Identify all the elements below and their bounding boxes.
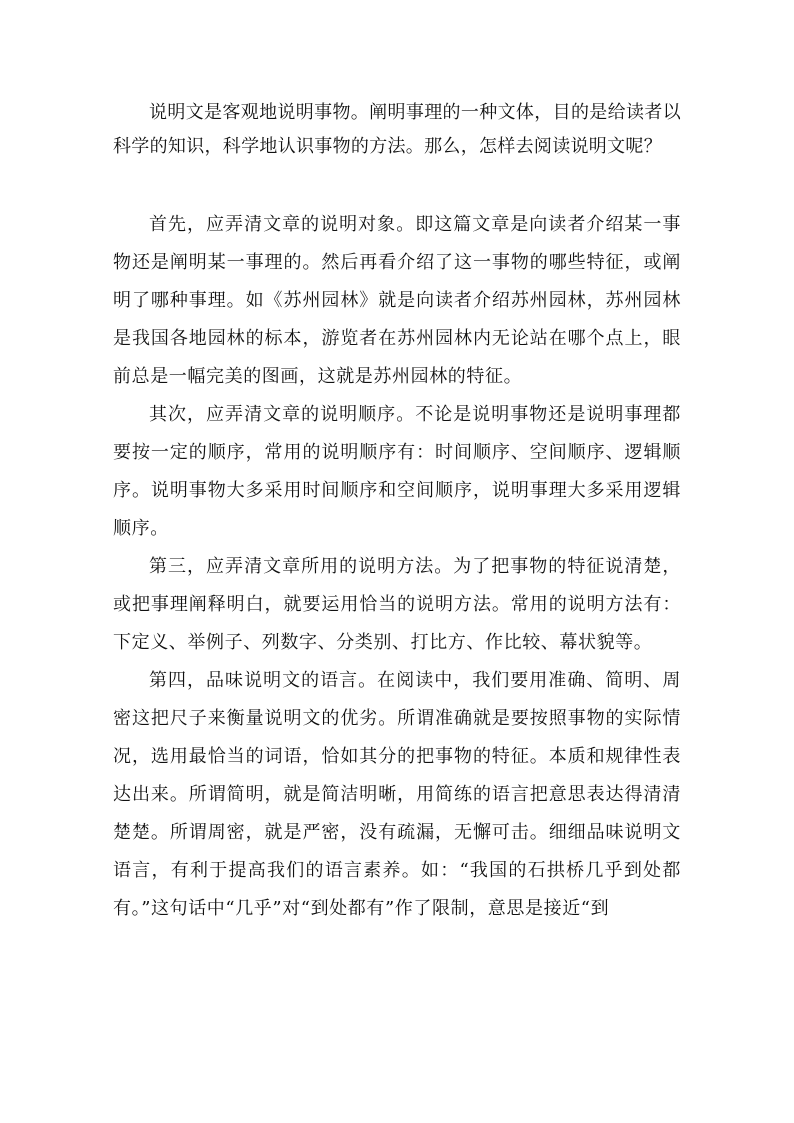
paragraph-spacer — [113, 164, 681, 206]
paragraph-order: 其次，应弄清文章的说明顺序。不论是说明事物还是说明事理都要按一定的顺序，常用的说明顺序有：时间顺序、空间顺序、逻辑顺序。说明事物大多采用时间顺序和空间顺序，说明事理大多采用逻辑顺序。 — [113, 404, 681, 539]
intro-paragraph: 说明文是客观地说明事物。阐明事理的一种文体，目的是给读者以科学的知识，科学地认识事物的方法。那么，怎样去阅读说明文呢？ — [113, 102, 681, 157]
paragraph-methods: 第三，应弄清文章所用的说明方法。为了把事物的特征说清楚，或把事理阐释明白，就要运用恰当的说明方法。常用的说明方法有：下定义、举例子、列数字、分类别、打比方、作比较、幕状貌等。 — [113, 556, 681, 653]
paragraph-language: 第四，品味说明文的语言。在阅读中，我们要用准确、简明、周密这把尺子来衡量说明文的优劣。所谓准确就是要按照事物的实际情况，选用最恰当的词语，恰如其分的把事物的特征。本质和规律性表达出来。所谓简明，就是简洁明晰，用简练的语言把意思表达得清清楚楚。所谓周密，就是严密，没有疏漏，无懈可击。细细品味说明文语言，有利于提高我们的语言素养。如：“我国的石拱桥几乎到处都有。”这句话中“几乎”对“到处都有”作了限制，意思是接近“到 — [113, 670, 681, 919]
paragraph-object: 首先，应弄清文章的说明对象。即这篇文章是向读者介绍某一事物还是阐明某一事理的。然后再看介绍了这一事物的哪些特征，或阐明了哪种事理。如《苏州园林》就是向读者介绍苏州园林，苏州园林是我国各地园林的标本，游览者在苏州园林内无论站在哪个点上，眼前总是一幅完美的图画，这就是苏州园林的特征。 — [113, 214, 681, 387]
